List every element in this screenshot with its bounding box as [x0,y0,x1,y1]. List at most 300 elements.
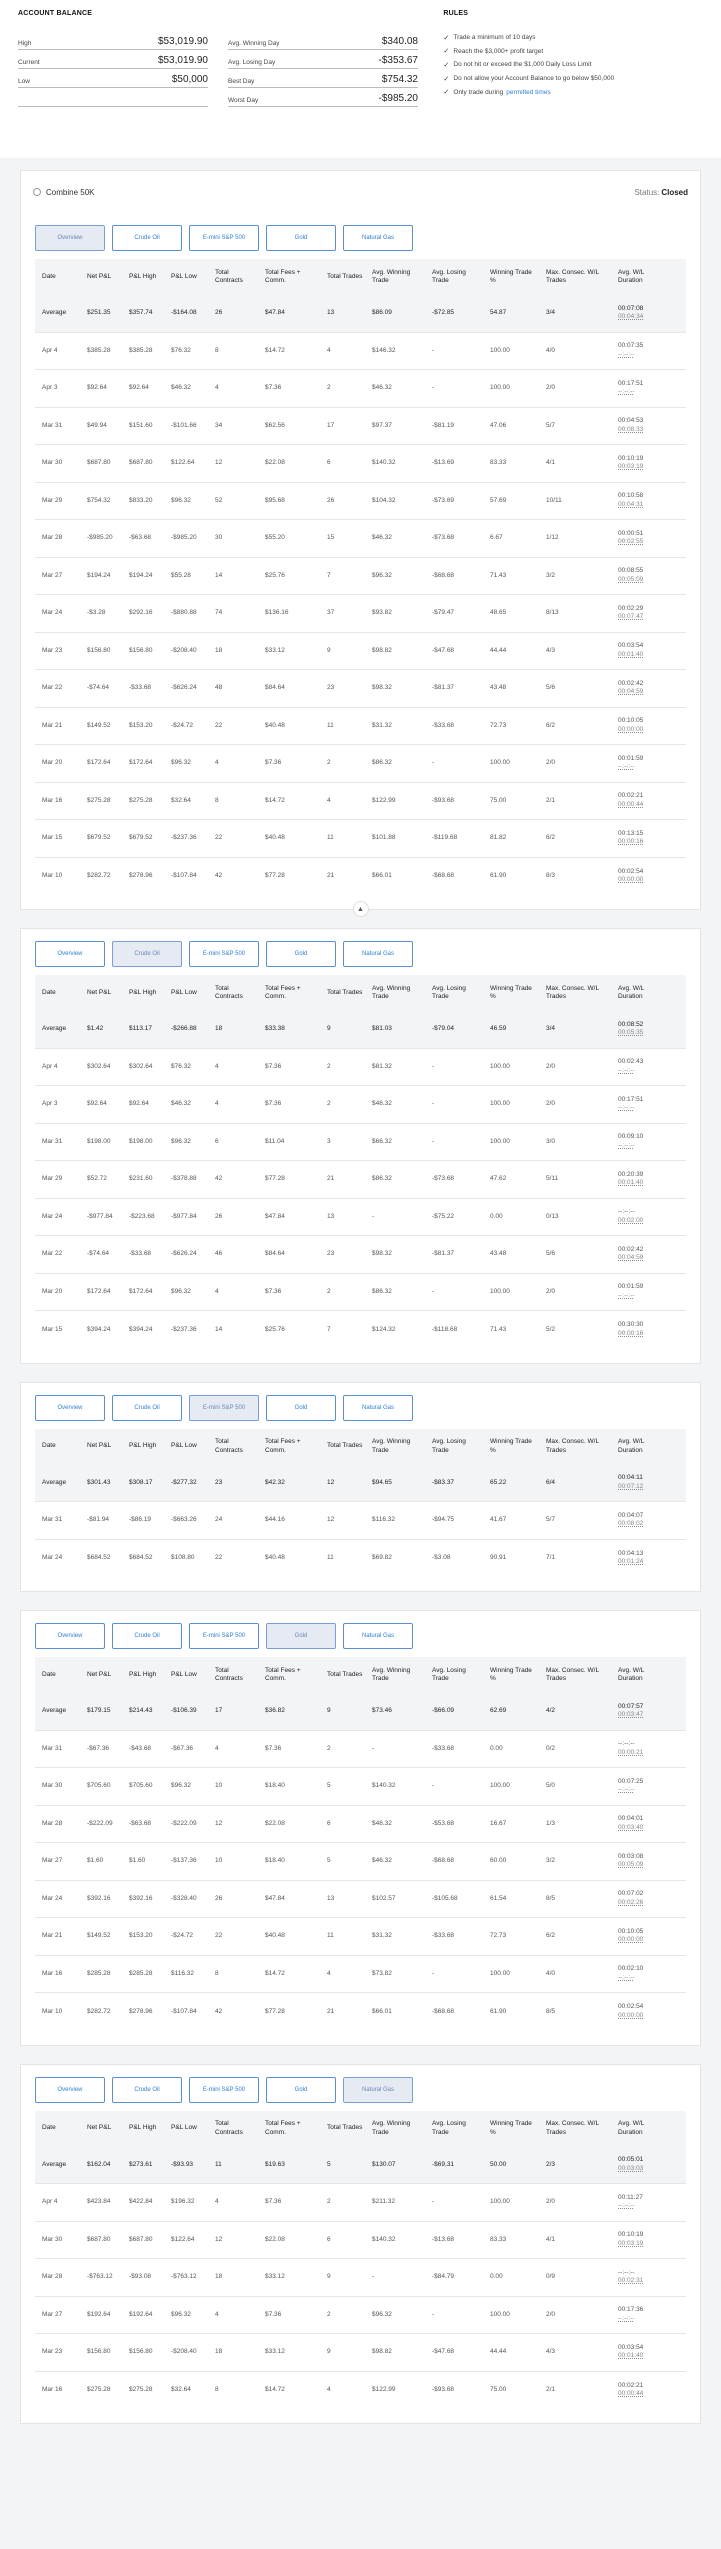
table-cell: 30 [215,534,223,541]
table-cell: $104.32 [372,496,396,504]
table-cell: 3/2 [546,1857,556,1864]
table-cell: $97.37 [372,421,392,429]
table-row [35,1161,686,1199]
column-header: Avg. W/L Duration [618,1438,645,1454]
table-cell: 17 [215,1707,223,1714]
table-cell: 42 [215,1175,223,1182]
table-cell: $140.32 [372,2235,396,2243]
table-cell: $77.28 [265,872,285,879]
instrument-card [20,928,701,1364]
tab-gold[interactable]: Gold [266,2077,336,2103]
table-cell: 46.59 [490,1025,507,1032]
stat-label: Current [18,59,40,66]
instrument-card [20,1610,701,2046]
stat-label: Avg. Winning Day [228,40,280,47]
table-cell: $49.94 [87,421,107,429]
duration-cell [611,342,661,359]
table-cell: $140.32 [372,1782,396,1789]
tab-gold[interactable]: Gold [266,225,336,251]
table-cell: $96.32 [171,2310,191,2318]
table-cell: - [432,2198,435,2205]
win-duration: 00:01:59 [618,1283,644,1291]
table-cell: $84.64 [265,1250,285,1257]
table-cell: $679.52 [129,834,153,841]
tab-gold[interactable]: Gold [266,1623,336,1649]
table-cell: $231.60 [129,1175,153,1182]
table-cell: 100.00 [490,1137,510,1145]
table-cell: -$106.39 [171,1707,197,1714]
table-cell: Mar 24 [42,1554,63,1561]
table-cell: -$13.69 [432,459,455,466]
table-cell: 12 [327,1516,335,1523]
win-duration: 00:02:43 [618,1058,644,1066]
duration-cell [611,680,661,697]
duration-cell [611,2003,661,2020]
column-header: Avg. W/L Duration [618,268,645,284]
table-cell: 48.65 [490,609,507,616]
table-cell: Mar 21 [42,1932,63,1939]
table-cell: $14.72 [265,2386,285,2393]
table-cell: $18.40 [265,1857,285,1864]
stat-label: Best Day [228,78,255,85]
tab-natural-gas[interactable]: Natural Gas [343,941,413,967]
check-icon: ✓ [443,48,450,56]
table-cell: $278.96 [129,872,153,879]
column-header: Winning Trade % [490,1666,532,1682]
tab-crude-oil[interactable]: Crude Oil [112,225,182,251]
duration-cell [611,1133,661,1150]
table-cell: -$3.28 [87,609,106,616]
win-duration: 00:01:59 [618,754,644,762]
duration-cell [611,567,661,584]
tab-natural-gas[interactable]: Natural Gas [343,1395,413,1421]
table-cell: 5/11 [546,1175,559,1182]
tab-e-mini-s-p-500[interactable]: E-mini S&P 500 [189,1395,259,1421]
table-cell: Average [42,1478,67,1486]
win-duration: 00:08:52 [618,1020,644,1028]
table-cell: 2/3 [546,2160,556,2168]
win-duration: 00:07:02 [618,1890,644,1898]
table-cell: 100.00 [490,759,510,766]
table-row [35,1993,686,2031]
table-cell: $179.15 [87,1707,111,1714]
stat-value: $340.08 [381,36,418,47]
table-cell: 100.00 [490,2310,510,2318]
loss-duration: 00:01:24 [618,1558,644,1566]
table-cell: 100.00 [490,384,510,391]
column-header: Winning Trade % [490,984,532,1000]
table-cell: 1/3 [546,1819,556,1827]
table-cell: - [432,1782,435,1789]
table-cell: $1.60 [129,1857,146,1864]
loss-duration: --:--:-- [618,350,635,358]
column-header: Total Fees + Comm. [265,2120,301,2136]
table-cell: 65.22 [490,1478,507,1486]
table-cell: 9 [327,1025,331,1032]
column-header: Date [42,2124,56,2132]
check-icon: ✓ [443,61,450,69]
duration-cell [611,830,661,847]
table-cell: $7.36 [265,1100,282,1107]
table-cell: 4/2 [546,1707,556,1714]
table-cell: $687.80 [87,2235,111,2243]
table-cell: 6 [327,2235,331,2243]
table-cell: $47.84 [265,1894,285,1902]
duration-cell [611,1171,661,1188]
loss-duration: --:--:-- [618,1066,635,1074]
table-cell: 2 [327,1744,331,1752]
column-header: Winning Trade % [490,2120,532,2136]
table-cell: $194.24 [129,571,153,579]
column-header: Avg. Winning Trade [372,1438,411,1454]
table-cell: $116.32 [171,1969,195,1977]
table-cell: -$328.40 [171,1894,197,1902]
win-duration: 00:02:10 [618,1965,644,1973]
table-cell: $301.43 [87,1478,111,1486]
table-cell: $116.32 [372,1516,396,1523]
table-cell: $394.24 [129,1325,153,1333]
table-cell: 3 [327,1137,331,1145]
tab-overview[interactable]: Overview [35,1623,105,1649]
table-row [35,445,686,483]
tab-natural-gas[interactable]: Natural Gas [343,1623,413,1649]
stat-value: $754.32 [381,74,418,85]
table-cell: $92.64 [129,384,149,391]
table-cell: Mar 21 [42,721,63,729]
status-value: Closed [661,187,688,197]
table-cell: $151.60 [129,421,153,429]
average-row [35,1011,686,1049]
column-header: P&L Low [171,272,197,280]
table-cell: -$13.68 [432,2235,455,2243]
table-row [35,2297,686,2335]
table-cell: $7.36 [265,384,282,391]
table-cell: Mar 10 [42,872,63,879]
table-cell: $302.64 [129,1062,153,1070]
table-cell: 2/1 [546,2386,556,2393]
table-cell: $101.88 [372,834,396,841]
win-duration: 00:02:54 [618,867,644,875]
table-cell: $47.84 [265,309,285,316]
radio-icon[interactable] [33,188,41,196]
column-header: Max. Consec. W/L Trades [546,2120,599,2136]
table-cell: $98.82 [372,2348,392,2355]
table-cell: $66.01 [372,2007,392,2015]
loss-duration: 00:00:16 [618,1329,644,1337]
table-cell: $108.80 [171,1554,195,1561]
tab-crude-oil[interactable]: Crude Oil [112,1395,182,1421]
instrument-card [20,170,701,913]
table-cell: - [372,1212,375,1220]
table-cell: 5/7 [546,421,556,429]
duration-cell [611,717,661,734]
table-cell: 6 [327,1819,331,1827]
table-cell: $84.64 [265,684,285,691]
table-cell: -$69.31 [432,2160,455,2168]
table-cell: -$763.12 [171,2273,197,2280]
table-row [35,1731,686,1769]
table-cell: 61.90 [490,2007,507,2015]
loss-duration: 00:00:44 [618,2390,644,2398]
instrument-tabs [21,2077,700,2111]
duration-cell [611,1778,661,1795]
column-header: Avg. Losing Trade [432,2120,466,2136]
table-cell: -$47.68 [432,2348,455,2355]
table-row [35,858,686,896]
table-row [35,1502,686,1540]
loss-duration: --:--:-- [618,1141,635,1149]
column-header: Total Trades [327,272,363,280]
tab-overview[interactable]: Overview [35,2077,105,2103]
column-header: Avg. W/L Duration [618,984,645,1000]
permitted-times-link[interactable]: permitted times [506,88,551,96]
tab-crude-oil[interactable]: Crude Oil [112,941,182,967]
table-cell: $122.64 [171,2235,195,2243]
table-cell: -$3.08 [432,1554,451,1561]
table-cell: 18 [215,1025,223,1032]
table-cell: $33.12 [265,2273,285,2280]
rule-item [443,85,703,99]
check-icon: ✓ [443,75,450,83]
table-cell: Mar 31 [42,1137,63,1145]
duration-cell [611,1853,661,1870]
table-cell: 4 [215,2310,219,2318]
account-stat [228,69,418,88]
table-cell: $33.12 [265,2348,285,2355]
table-cell: 5/7 [546,1516,556,1523]
column-header: P&L Low [171,2124,197,2132]
table-cell: -$67.36 [171,1744,194,1752]
tab-overview[interactable]: Overview [35,1395,105,1421]
table-cell: 23 [215,1478,223,1486]
loss-duration: 00:04:59 [618,1254,644,1262]
table-cell: $11.04 [265,1137,285,1145]
table-cell: 12 [215,1819,223,1827]
table-cell: $66.32 [372,1137,392,1145]
table-cell: $52.72 [87,1175,107,1182]
table-cell: $96.32 [171,1137,191,1145]
table-row [35,2259,686,2297]
table-cell: 18 [215,646,223,654]
loss-duration: --:--:-- [618,763,635,771]
stat-value: $53,019.90 [157,36,208,47]
table-header [35,2111,686,2147]
table-cell: 10 [215,1782,223,1789]
table-cell: $46.32 [372,1857,392,1864]
table-cell: 8/5 [546,2007,556,2015]
table-cell: 2/0 [546,1100,556,1107]
table-cell: 2/0 [546,1062,556,1070]
win-duration: 00:10:05 [618,1927,644,1935]
rules-list [443,31,703,99]
table-cell: 3/2 [546,571,556,579]
loss-duration: 00:01:40 [618,650,644,658]
stat-label: High [18,40,32,47]
win-duration: 00:09:10 [618,1133,644,1141]
collapse-button[interactable]: ▲ [353,901,369,917]
column-header: Winning Trade % [490,268,532,284]
tab-crude-oil[interactable]: Crude Oil [112,2077,182,2103]
table-cell: 13 [327,309,335,316]
table-cell: $156.80 [87,2348,111,2355]
loss-duration: 00:05:09 [618,575,644,583]
tab-e-mini-s-p-500[interactable]: E-mini S&P 500 [189,1623,259,1649]
rules-title: RULES [443,10,469,17]
duration-cell [611,417,661,434]
table-cell: -$93.08 [129,2273,152,2280]
table-cell: $76.32 [171,346,191,354]
table-cell: $422.84 [129,2198,153,2205]
table-row [35,708,686,746]
table-cell: 12 [215,2235,223,2243]
table-cell: 9 [327,2273,331,2280]
tab-natural-gas[interactable]: Natural Gas [343,2077,413,2103]
loss-duration: --:--:-- [618,1104,635,1112]
table-cell: 12 [215,459,223,466]
column-header: Net P&L [87,1442,112,1450]
loss-duration: 00:03:40 [618,1823,644,1831]
tab-overview[interactable]: Overview [35,225,105,251]
table-cell: $77.28 [265,2007,285,2015]
loss-duration: 00:04:59 [618,688,644,696]
table-cell: $273.61 [129,2160,153,2168]
column-header: Date [42,988,56,996]
table-cell: 42 [215,2007,223,2015]
table-row [35,670,686,708]
table-cell: Mar 22 [42,684,63,691]
column-header: Total Contracts [215,2120,243,2136]
table-row [35,1843,686,1881]
table-cell: 46 [215,1250,223,1257]
table-cell: 8 [215,2386,219,2393]
table-cell: $833.20 [129,496,153,504]
stat-label: Worst Day [228,97,259,104]
table-row [35,1540,686,1578]
loss-duration: 00:02:00 [618,1216,644,1224]
table-cell: 4 [327,346,331,354]
loss-duration: 00:08:02 [618,1520,644,1528]
table-cell: $46.32 [372,534,392,541]
rule-text: Only trade during [453,88,504,96]
instrument-tabs [21,1623,700,1657]
table-cell: 5/2 [546,1325,556,1333]
average-row [35,2147,686,2185]
table-cell: 4 [215,384,219,391]
table-cell: 22 [215,1554,223,1561]
duration-cell [611,1058,661,1075]
table-cell: 4/0 [546,1969,556,1977]
win-duration: 00:10:19 [618,2231,644,2239]
column-header: Avg. Losing Trade [432,1666,466,1682]
table-cell: $33.12 [265,646,285,654]
check-icon: ✓ [443,89,450,97]
table-cell: 16.67 [490,1819,507,1827]
duration-cell [611,2344,661,2361]
table-cell: -$33.68 [432,721,455,729]
duration-cell [611,380,661,397]
table-cell: $687.80 [129,2235,153,2243]
table-cell: $22.08 [265,1819,285,1827]
tab-natural-gas[interactable]: Natural Gas [343,225,413,251]
table-cell: -$222.09 [171,1819,197,1827]
duration-cell [611,1321,661,1338]
table-cell: $46.32 [372,1100,392,1107]
column-header: Avg. W/L Duration [618,1666,645,1682]
tab-crude-oil[interactable]: Crude Oil [112,1623,182,1649]
account-balance-panel [18,10,427,158]
column-header: P&L High [129,1442,157,1450]
tab-gold[interactable]: Gold [266,1395,336,1421]
table-cell: $192.64 [129,2310,153,2318]
table-cell: 72.73 [490,721,507,729]
table-cell: -$107.84 [171,872,197,879]
table-cell: 7/1 [546,1554,556,1561]
table-cell: Mar 28 [42,2273,63,2280]
loss-duration: --:--:-- [618,2202,635,2210]
table-cell: $211.32 [372,2198,396,2205]
table-cell: 50.00 [490,2160,507,2168]
table-cell: 3/4 [546,309,556,316]
table-cell: $140.32 [372,459,396,466]
table-cell: $156.80 [129,646,153,654]
duration-cell [611,792,661,809]
table-row [35,1236,686,1274]
table-cell: 15 [327,534,335,541]
loss-duration: 00:00:21 [618,1748,644,1756]
table-row [35,1881,686,1919]
table-cell: $19.63 [265,2160,285,2168]
column-header: Date [42,1670,56,1678]
table-cell: $31.32 [372,721,392,729]
table-cell: -$74.64 [87,1250,110,1257]
table-cell: 47.62 [490,1175,507,1182]
table-row [35,2184,686,2222]
duration-cell [611,1208,661,1225]
column-header: Winning Trade % [490,1438,532,1454]
win-duration: 00:04:07 [618,1511,644,1519]
table-cell: 2 [327,2310,331,2318]
table-cell: 2 [327,1100,331,1107]
table-cell: 47.06 [490,421,507,429]
tab-e-mini-s-p-500[interactable]: E-mini S&P 500 [189,941,259,967]
table-cell: 34 [215,421,223,429]
tab-e-mini-s-p-500[interactable]: E-mini S&P 500 [189,225,259,251]
tab-overview[interactable]: Overview [35,941,105,967]
table-cell: -$107.84 [171,2007,197,2015]
duration-cell [611,1021,661,1038]
table-cell: 5 [327,2160,331,2168]
table-cell: Apr 3 [42,1100,58,1107]
table-cell: 100.00 [490,1100,510,1107]
tab-e-mini-s-p-500[interactable]: E-mini S&P 500 [189,2077,259,2103]
duration-cell [611,1550,661,1567]
tab-gold[interactable]: Gold [266,941,336,967]
table-cell: 21 [327,1175,335,1182]
win-duration: 00:17:51 [618,1095,644,1103]
table-cell: - [432,759,435,766]
table-cell: $423.84 [87,2198,111,2205]
column-header: Avg. Winning Trade [372,268,411,284]
win-duration: 00:04:01 [618,1815,644,1823]
table-cell: -$237.36 [171,1325,197,1333]
table-cell: $198.00 [87,1137,111,1145]
table-cell: 52 [215,496,223,504]
table-cell: $153.20 [129,721,153,729]
duration-cell [611,1474,661,1491]
table-cell: $198.00 [129,1137,153,1145]
table-cell: 100.00 [490,2198,510,2205]
duration-cell [611,642,661,659]
